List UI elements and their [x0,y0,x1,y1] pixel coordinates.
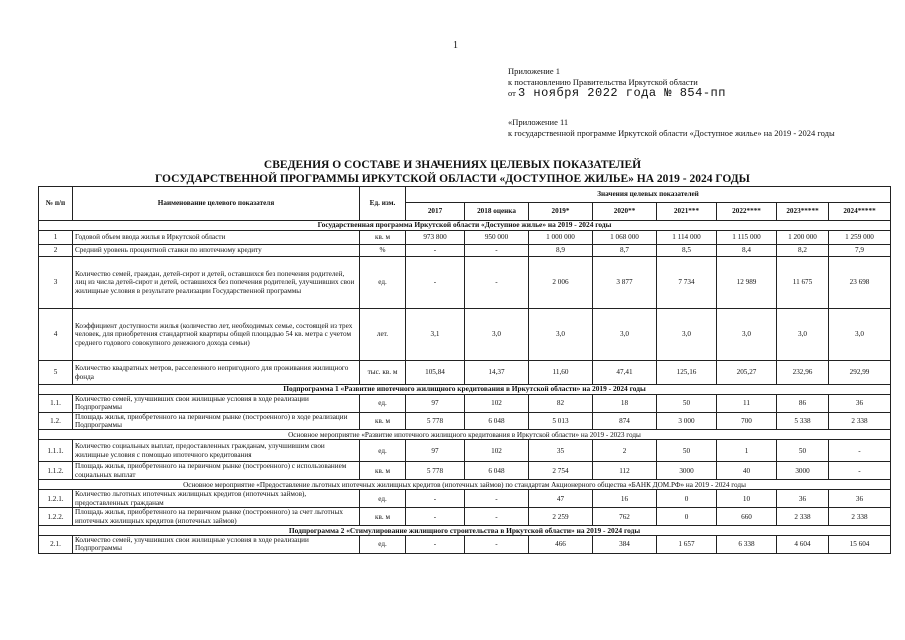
header-year: 2022**** [717,203,777,221]
value-cell: - [465,490,529,508]
value-cell: 11 675 [777,257,829,309]
value-cell: - [406,245,465,257]
value-cell: 36 [829,395,891,413]
unit-cell: лет. [360,309,406,361]
unit-cell: ед. [360,536,406,554]
row-number: 1.1.1. [39,440,73,462]
value-cell: 232,96 [777,361,829,385]
table-row [39,231,891,245]
value-cell: 1 259 000 [829,231,891,245]
value-cell: - [406,536,465,554]
value-cell: - [465,245,529,257]
indicator-name: Количество социальных выплат, предоставленных гражданам, улучшившим свои жилищные условия с помощью ипотечного кредитования [73,440,360,462]
value-cell: 5 338 [777,412,829,430]
value-cell: 50 [657,395,717,413]
table-row [39,412,891,430]
unit-cell: кв. м [360,412,406,430]
section-row [39,385,891,395]
value-cell: 7 734 [657,257,717,309]
value-cell: 8,7 [593,245,657,257]
value-cell: 700 [717,412,777,430]
row-number: 3 [39,257,73,309]
value-cell: 16 [593,490,657,508]
value-cell: - [829,440,891,462]
value-cell: 8,9 [529,245,593,257]
header-num: № п/п [39,187,73,221]
value-cell: 384 [593,536,657,554]
value-cell: 3 000 [657,412,717,430]
value-cell: 3,0 [465,309,529,361]
value-cell: 8,5 [657,245,717,257]
section-row [39,526,891,536]
table-row [39,440,891,462]
event-row [39,480,891,490]
indicator-name: Количество семей, граждан, детей-сирот и детей, оставшихся без попечения родителей, лиц из числа детей-сирот и детей, оставшихся без попечения родителей, улучшивших свои жилищные условия в результате реализации Государственной программы [73,257,360,309]
value-cell: 5 778 [406,412,465,430]
value-cell: 6 048 [465,412,529,430]
value-cell: 3,0 [777,309,829,361]
value-cell: 10 [717,490,777,508]
value-cell: 3000 [777,462,829,480]
value-cell: 973 800 [406,231,465,245]
value-cell: 23 698 [829,257,891,309]
value-cell: 18 [593,395,657,413]
unit-cell: % [360,245,406,257]
value-cell: 1 000 000 [529,231,593,245]
value-cell: 2 338 [829,508,891,526]
indicator-name: Площадь жилья, приобретенного на первичном рынке (построенного) с использованием социальных выплат [73,462,360,480]
value-cell: - [406,490,465,508]
value-cell: - [465,508,529,526]
event-title: Основное мероприятие «Развитие ипотечного жилищного кредитования в Иркутской области» на 2019 - 2023 годы [39,430,891,440]
indicators-table [38,186,891,554]
value-cell: 0 [657,508,717,526]
value-cell: - [406,508,465,526]
value-cell: 12 989 [717,257,777,309]
value-cell: 762 [593,508,657,526]
value-cell: 2 [593,440,657,462]
row-number: 5 [39,361,73,385]
value-cell: 3 877 [593,257,657,309]
value-cell: 6 048 [465,462,529,480]
value-cell: 102 [465,395,529,413]
value-cell: 3,1 [406,309,465,361]
header-year: 2019* [529,203,593,221]
value-cell: 3,0 [717,309,777,361]
section-row [39,221,891,231]
value-cell: 97 [406,440,465,462]
appendix-quote-line-2: к государственной программе Иркутской области «Доступное жилье» на 2019 - 2024 годы [508,128,835,138]
value-cell: 11 [717,395,777,413]
table-row [39,536,891,554]
unit-cell: кв. м [360,231,406,245]
unit-cell: ед. [360,490,406,508]
value-cell: 86 [777,395,829,413]
header-year: 2023***** [777,203,829,221]
value-cell: - [465,257,529,309]
indicators-table-body [39,221,891,554]
value-cell: 1 068 000 [593,231,657,245]
appendix-quote-line-1: «Приложение 11 [508,117,569,127]
indicator-name: Количество семей, улучшивших свои жилищные условия в ходе реализации Подпрограммы [73,395,360,413]
value-cell: 8,4 [717,245,777,257]
unit-cell: ед. [360,395,406,413]
value-cell: 15 604 [829,536,891,554]
value-cell: 4 604 [777,536,829,554]
value-cell: 47 [529,490,593,508]
table-row [39,490,891,508]
value-cell: 5 778 [406,462,465,480]
header-year: 2020** [593,203,657,221]
row-number: 4 [39,309,73,361]
value-cell: 105,84 [406,361,465,385]
appendix-quote [508,117,853,139]
value-cell: 47,41 [593,361,657,385]
unit-cell: кв. м [360,462,406,480]
indicator-name: Годовой объем ввода жилья в Иркутской области [73,231,360,245]
value-cell: 11,60 [529,361,593,385]
row-number: 1.1. [39,395,73,413]
value-cell: 0 [657,490,717,508]
section-title: Подпрограмма 2 «Стимулирование жилищного строительства в Иркутской области» на 2019 - 2024 годы [39,526,891,536]
value-cell: 2 754 [529,462,593,480]
value-cell: - [465,536,529,554]
indicator-name: Количество льготных ипотечных жилищных кредитов (ипотечных займов), предоставленных гражданам [73,490,360,508]
table-row [39,257,891,309]
value-cell: 1 114 000 [657,231,717,245]
appendix-date: 3 ноября 2022 года № 854-пп [517,86,726,100]
value-cell: 1 115 000 [717,231,777,245]
unit-cell: ед. [360,440,406,462]
value-cell: 3,0 [529,309,593,361]
value-cell: 112 [593,462,657,480]
table-row [39,462,891,480]
value-cell: 950 000 [465,231,529,245]
value-cell: 50 [777,440,829,462]
unit-cell: ед. [360,257,406,309]
value-cell: 3000 [657,462,717,480]
table-row [39,309,891,361]
appendix-date-line [508,88,726,99]
value-cell: 2 259 [529,508,593,526]
row-number: 1.1.2. [39,462,73,480]
value-cell: 125,16 [657,361,717,385]
section-title: Государственная программа Иркутской области «Доступное жилье» на 2019 - 2024 годы [39,221,891,231]
value-cell: - [406,257,465,309]
value-cell: 14,37 [465,361,529,385]
row-number: 1 [39,231,73,245]
appendix-from-prefix: от [508,88,516,98]
document-title-line-1: СВЕДЕНИЯ О СОСТАВЕ И ЗНАЧЕНИЯХ ЦЕЛЕВЫХ ПОКАЗАТЕЛЕЙ [263,159,642,171]
value-cell: 2 338 [777,508,829,526]
row-number: 1.2.1. [39,490,73,508]
event-row [39,430,891,440]
value-cell: 205,27 [717,361,777,385]
event-title: Основное мероприятие «Предоставление льготных ипотечных жилищных кредитов (ипотечных займов) по стандартам Акционерного общества «БАНК ДОМ.РФ» на 2019 - 2024 годы [39,480,891,490]
row-number: 1.2. [39,412,73,430]
value-cell: 466 [529,536,593,554]
indicator-name: Количество семей, улучшивших свои жилищные условия в ходе реализации Подпрограммы [73,536,360,554]
value-cell: 660 [717,508,777,526]
row-number: 1.2.2. [39,508,73,526]
header-year: 2018 оценка [465,203,529,221]
header-year: 2017 [406,203,465,221]
value-cell: 1 657 [657,536,717,554]
header-unit: Ед. изм. [360,187,406,221]
table-row [39,508,891,526]
value-cell: 102 [465,440,529,462]
value-cell: 97 [406,395,465,413]
value-cell: 82 [529,395,593,413]
value-cell: 6 338 [717,536,777,554]
header-year: 2024***** [829,203,891,221]
value-cell: 2 006 [529,257,593,309]
indicator-name: Коэффициент доступности жилья (количество лет, необходимых семье, состоящей из трех человек, для приобретения стандартной квартиры общей площадью 54 кв. метра с учетом среднего годового совокупного денежного дохода семьи) [73,309,360,361]
value-cell: 1 200 000 [777,231,829,245]
value-cell: 3,0 [593,309,657,361]
table-row [39,245,891,257]
value-cell: 2 338 [829,412,891,430]
section-title: Подпрограмма 1 «Развитие ипотечного жилищного кредитования в Иркутской области» на 2019 - 2024 годы [39,385,891,395]
value-cell: 50 [657,440,717,462]
value-cell: 36 [829,490,891,508]
value-cell: 36 [777,490,829,508]
value-cell: 3,0 [829,309,891,361]
value-cell: 292,99 [829,361,891,385]
indicator-name: Площадь жилья, приобретенного на первичном рынке (построенного) за счет льготных ипотечных жилищных кредитов (ипотечных займов) [73,508,360,526]
header-name: Наименование целевого показателя [73,187,360,221]
table-row [39,395,891,413]
page-number: 1 [453,40,458,51]
document-title-line-2: ГОСУДАРСТВЕННОЙ ПРОГРАММЫ ИРКУТСКОЙ ОБЛАСТИ «ДОСТУПНОЕ ЖИЛЬЕ» НА 2019 - 2024 ГОДЫ [155,173,750,185]
table-row [39,361,891,385]
row-number: 2.1. [39,536,73,554]
appendix-line-2: к постановлению Правительства Иркутской области [508,77,698,87]
appendix-header [508,66,726,99]
value-cell: - [829,462,891,480]
unit-cell: кв. м [360,508,406,526]
indicator-name: Количество квадратных метров, расселенного непригодного для проживания жилищного фонда [73,361,360,385]
value-cell: 3,0 [657,309,717,361]
header-values-group: Значения целевых показателей [406,187,891,203]
document-title [0,158,905,186]
value-cell: 5 013 [529,412,593,430]
appendix-line-1: Приложение 1 [508,66,560,76]
row-number: 2 [39,245,73,257]
indicator-name: Средний уровень процентной ставки по ипотечному кредиту [73,245,360,257]
value-cell: 40 [717,462,777,480]
header-year: 2021*** [657,203,717,221]
value-cell: 8,2 [777,245,829,257]
indicator-name: Площадь жилья, приобретенного на первичном рынке (построенного) в ходе реализации Подпрограммы [73,412,360,430]
value-cell: 874 [593,412,657,430]
value-cell: 35 [529,440,593,462]
unit-cell: тыс. кв. м [360,361,406,385]
value-cell: 7,9 [829,245,891,257]
value-cell: 1 [717,440,777,462]
